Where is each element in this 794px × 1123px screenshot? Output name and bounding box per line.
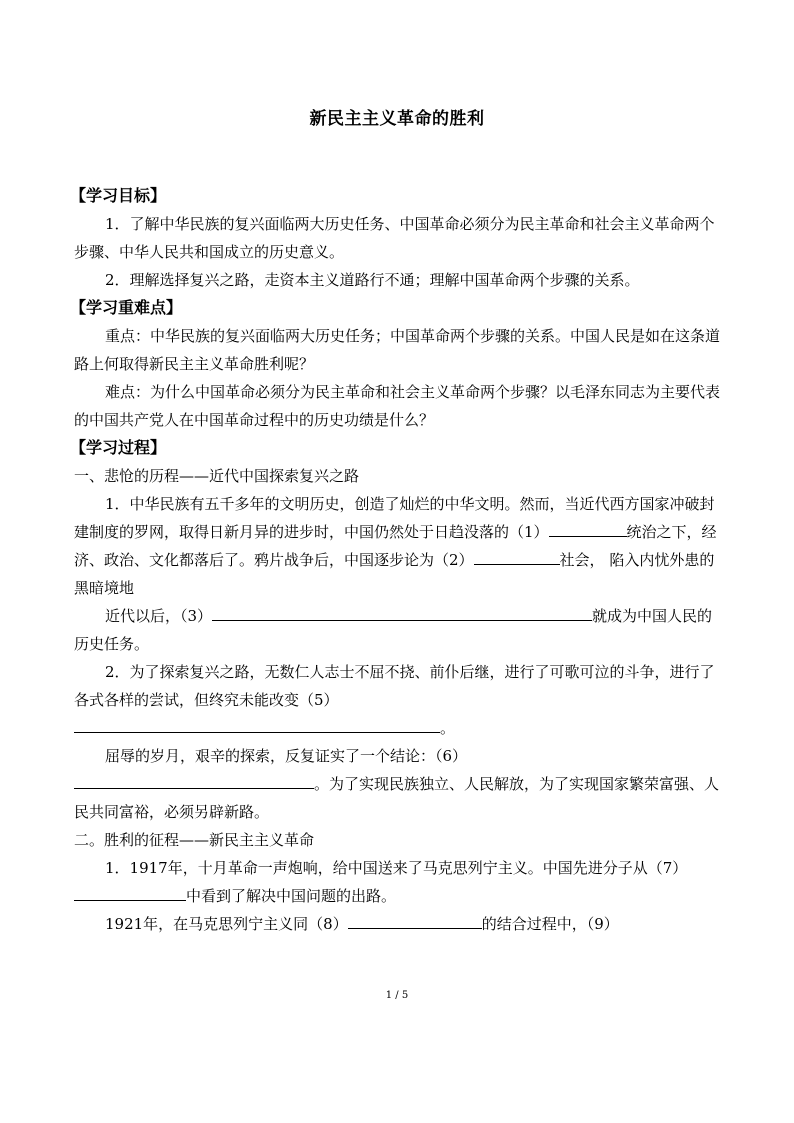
document-body xyxy=(70,182,722,938)
page-title: 新民主主义革命的胜利 xyxy=(309,109,485,129)
text-segment: 屈辱的岁月，艰辛的探索，反复证实了一个结论：（6） xyxy=(105,747,468,765)
fill-blank-7[interactable] xyxy=(74,883,186,901)
fill-blank-6[interactable] xyxy=(74,771,314,789)
text-segment: 。为了实现民族独立、人民解放，为了实现国家繁荣富强、人民共同富裕，必须另辟新路。 xyxy=(74,775,720,821)
part1-paragraph-4-cont xyxy=(74,770,722,826)
text-segment: 社会， 陷入内忧外患的黑暗境地 xyxy=(74,551,715,597)
text-segment: 1．中华民族有五千多年的文明历史，创造了灿烂的中华文明。然而，当近代西方国家冲破封建制度的罗网，取得日新月异的进步时，中国仍然处于日趋没落的（1） xyxy=(74,495,715,541)
text-segment: 统治之下，经济、政治、文化都落后了。鸦片战争后，中国逐步论为（2） xyxy=(74,523,717,569)
section-heading-process: 【学习过程】 xyxy=(70,438,167,457)
text-segment: 近代以后，（3） xyxy=(105,607,213,625)
text-segment: 1921年，在马克思列宁主义同（8） xyxy=(105,915,348,933)
part2-paragraph-1-cont xyxy=(74,882,722,910)
part1-paragraph-3-cont xyxy=(74,714,722,742)
text-segment: 中看到了解决中国问题的出路。 xyxy=(186,887,397,905)
key-point-difficulty: 难点：为什么中国革命必须分为民主革命和社会主义革命两个步骤？以毛泽东同志为主要代表的中国共产党人在中国革命过程中的历史功绩是什么？ xyxy=(74,383,721,429)
part1-paragraph-2 xyxy=(74,602,722,658)
text-segment: 的结合过程中，（9） xyxy=(481,915,619,933)
section-heading-key-points: 【学习重难点】 xyxy=(70,298,183,317)
fill-blank-2[interactable] xyxy=(474,547,560,565)
part2-paragraph-2 xyxy=(74,910,722,938)
key-point-focus: 重点：中华民族的复兴面临两大历史任务；中国革命两个步骤的关系。中国人民是如在这条道路上何取得新民主主义革命胜利呢？ xyxy=(74,327,721,373)
fill-blank-5[interactable] xyxy=(74,715,440,733)
part1-title: 一、悲怆的历程——近代中国探索复兴之路 xyxy=(74,467,360,485)
text-segment: 2．为了探索复兴之路，无数仁人志士不屈不挠、前仆后继，进行了可歌可泣的斗争，进行了各式各样的尝试，但终究未能改变（5） xyxy=(74,663,715,709)
part1-paragraph-4 xyxy=(74,742,722,770)
fill-blank-8[interactable] xyxy=(348,911,482,929)
text-segment: 1．1917年，十月革命一声炮响，给中国送来了马克思列宁主义。中国先进分子从（7） xyxy=(105,859,688,877)
objective-item-2: 2．理解选择复兴之路，走资本主义道路行不通；理解中国革命两个步骤的关系。 xyxy=(105,271,640,289)
text-segment: 。 xyxy=(440,719,456,737)
part1-paragraph-3 xyxy=(74,658,722,714)
objective-item-1: 1．了解中华民族的复兴面临两大历史任务、中国革命必须分为民主革命和社会主义革命两个步骤、中华人民共和国成立的历史意义。 xyxy=(74,215,715,261)
page-number: 1 / 5 xyxy=(385,990,409,1001)
part2-title: 二。胜利的征程——新民主主义革命 xyxy=(74,831,315,849)
part2-paragraph-1 xyxy=(74,854,722,882)
section-heading-objectives: 【学习目标】 xyxy=(70,186,167,205)
part1-paragraph-1 xyxy=(74,490,722,602)
fill-blank-3[interactable] xyxy=(212,603,592,621)
text-segment: 就成为中国人民的历史任务。 xyxy=(74,607,713,653)
fill-blank-1[interactable] xyxy=(549,519,627,537)
